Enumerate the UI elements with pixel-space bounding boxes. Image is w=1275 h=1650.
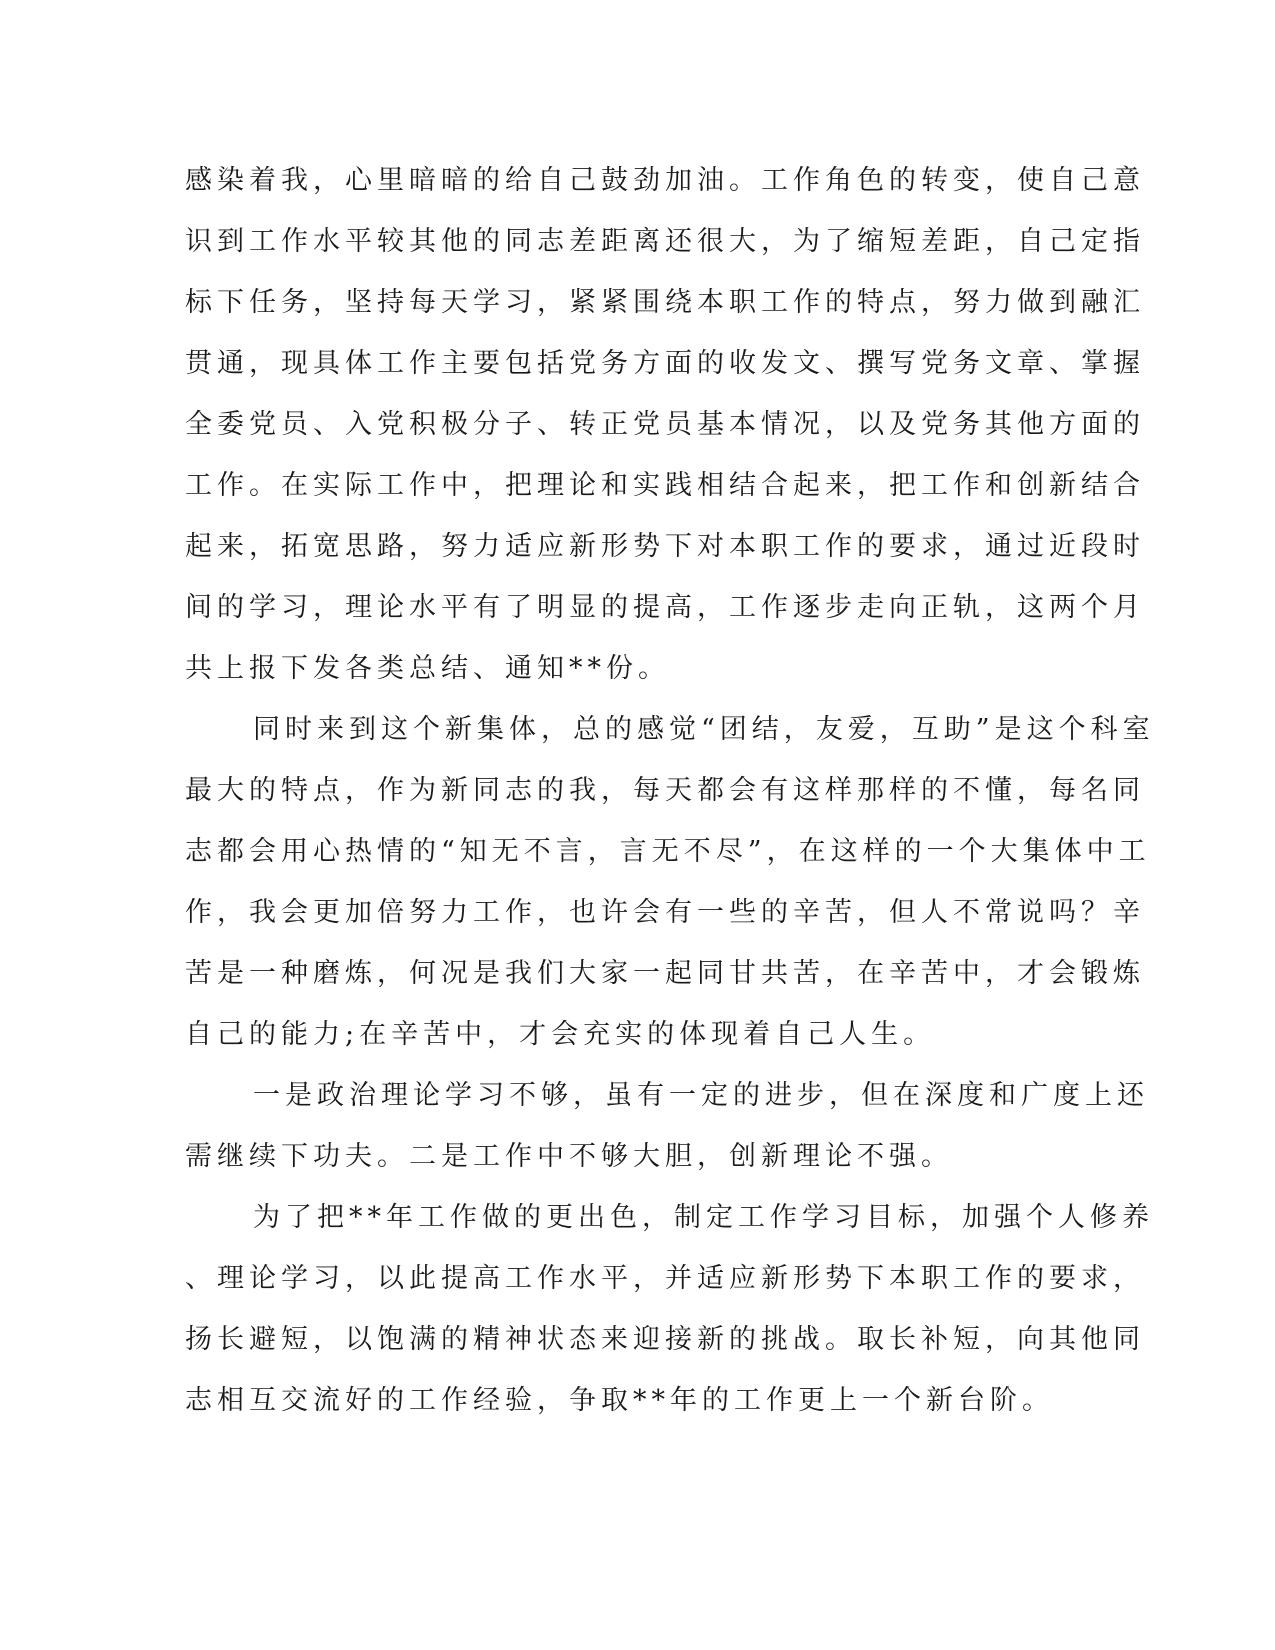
text-line: 间的学习，理论水平有了明显的提高，工作逐步走向正轨，这两个月 — [185, 592, 1145, 623]
text-line: 起来，拓宽思路，努力适应新形势下对本职工作的要求，通过近段时 — [185, 531, 1145, 562]
text-line: 全委党员、入党积极分子、转正党员基本情况，以及党务其他方面的 — [185, 409, 1145, 440]
text-line: 志都会用心热情的“知无不言，言无不尽”，在这样的一个大集体中工 — [185, 836, 1151, 867]
text-line: 作，我会更加倍努力工作，也许会有一些的辛苦，但人不常说吗？辛 — [185, 897, 1145, 928]
paragraph-2 — [185, 699, 1155, 1065]
text-line: 志相互交流好的工作经验，争取**年的工作更上一个新台阶。 — [185, 1385, 1054, 1416]
text-line: 感染着我，心里暗暗的给自己鼓劲加油。工作角色的转变，使自己意 — [185, 165, 1145, 196]
text-line: 自己的能力;在辛苦中，才会充实的体现着自己人生。 — [185, 1019, 936, 1050]
text-line: 一是政治理论学习不够，虽有一定的进步，但在深度和广度上还 — [253, 1080, 1149, 1111]
paragraph-4 — [185, 1187, 1154, 1431]
text-line: 同时来到这个新集体，总的感觉“团结，友爱，互助”是这个科室 — [253, 714, 1155, 745]
text-line: 、理论学习，以此提高工作水平，并适应新形势下本职工作的要求， — [185, 1263, 1145, 1294]
document-body — [185, 150, 1155, 1431]
text-line: 最大的特点，作为新同志的我，每天都会有这样那样的不懂，每名同 — [185, 775, 1145, 806]
text-line: 共上报下发各类总结、通知**份。 — [185, 653, 670, 684]
text-line: 贯通，现具体工作主要包括党务方面的收发文、撰写党务文章、掌握 — [185, 348, 1145, 379]
text-line: 需继续下功夫。二是工作中不够大胆，创新理论不强。 — [185, 1141, 953, 1172]
paragraph-1 — [185, 150, 1145, 699]
text-line: 标下任务，坚持每天学习，紧紧围绕本职工作的特点，努力做到融汇 — [185, 287, 1145, 318]
text-line: 扬长避短，以饱满的精神状态来迎接新的挑战。取长补短，向其他同 — [185, 1324, 1145, 1355]
paragraph-3 — [185, 1065, 1149, 1187]
text-line: 为了把**年工作做的更出色，制定工作学习目标，加强个人修养 — [253, 1202, 1154, 1233]
text-line: 识到工作水平较其他的同志差距离还很大，为了缩短差距，自己定指 — [185, 226, 1145, 257]
text-line: 工作。在实际工作中，把理论和实践相结合起来，把工作和创新结合 — [185, 470, 1145, 501]
text-line: 苦是一种磨炼，何况是我们大家一起同甘共苦，在辛苦中，才会锻炼 — [185, 958, 1145, 989]
